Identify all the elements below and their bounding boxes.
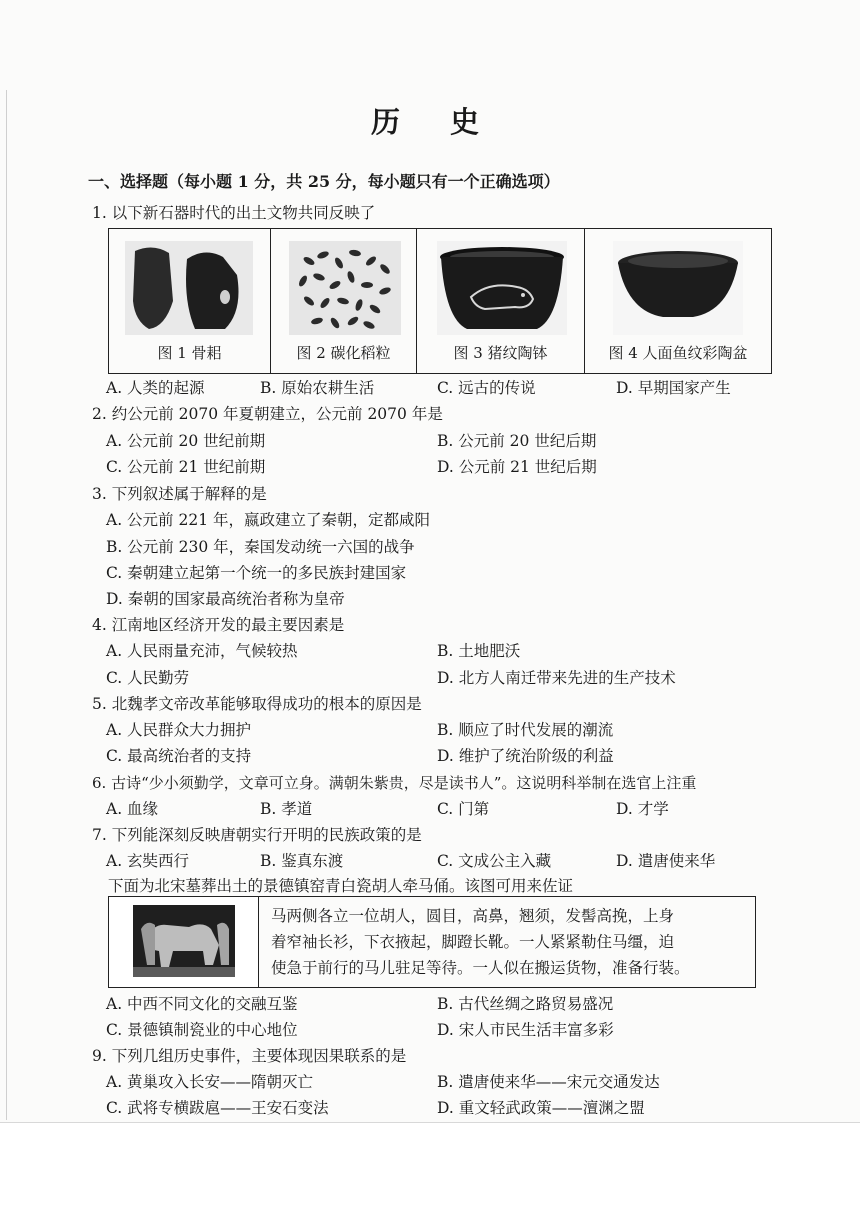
q6-option-c: C. 门第 bbox=[437, 800, 490, 818]
q1-option-d: D. 早期国家产生 bbox=[616, 379, 731, 397]
section-heading: 一、选择题（每小题 1 分，共 25 分，每小题只有一个正确选项） bbox=[88, 172, 560, 191]
q8-option-b: B. 古代丝绸之路贸易盛况 bbox=[437, 995, 614, 1013]
question-1-stem: 1. 以下新石器时代的出土文物共同反映了 bbox=[92, 204, 376, 222]
question-1-figure-table bbox=[108, 228, 772, 374]
q4-option-b: B. 土地肥沃 bbox=[437, 642, 521, 660]
scan-edge-line bbox=[6, 90, 7, 1120]
q9-option-a: A. 黄巢攻入长安——隋朝灭亡 bbox=[106, 1073, 314, 1091]
page-bottom-edge bbox=[0, 1122, 860, 1123]
q7-option-d: D. 遣唐使来华 bbox=[616, 852, 716, 870]
q6-option-a: A. 血缘 bbox=[106, 800, 159, 818]
question-4-stem: 4. 江南地区经济开发的最主要因素是 bbox=[92, 616, 345, 634]
q2-option-d: D. 公元前 21 世纪后期 bbox=[437, 458, 597, 476]
q5-option-b: B. 顺应了时代发展的潮流 bbox=[437, 721, 614, 739]
q1-option-b: B. 原始农耕生活 bbox=[260, 379, 375, 397]
fish-face-basin-image bbox=[613, 241, 743, 335]
q7-option-a: A. 玄奘西行 bbox=[106, 852, 190, 870]
q8-option-d: D. 宋人市民生活丰富多彩 bbox=[437, 1021, 614, 1039]
q9-option-b: B. 遣唐使来华——宋元交通发达 bbox=[437, 1073, 660, 1091]
q5-option-a: A. 人民群众大力拥护 bbox=[106, 721, 252, 739]
figure-image-frame bbox=[109, 897, 259, 987]
figure-text-line-3: 使急于前行的马儿驻足等待。一人似在搬运货物，准备行装。 bbox=[271, 959, 690, 977]
q7-option-b: B. 鉴真东渡 bbox=[260, 852, 344, 870]
q9-option-c: C. 武将专横跋扈——王安石变法 bbox=[106, 1099, 329, 1117]
carbonized-rice-image bbox=[289, 241, 401, 335]
figure-4-caption: 图 4 人面鱼纹彩陶盆 bbox=[608, 344, 748, 362]
q8-option-a: A. 中西不同文化的交融互鉴 bbox=[106, 995, 298, 1013]
bone-spade-image bbox=[125, 241, 253, 335]
q4-option-c: C. 人民勤劳 bbox=[106, 669, 190, 687]
q2-option-a: A. 公元前 20 世纪前期 bbox=[106, 432, 266, 450]
question-2-stem: 2. 约公元前 2070 年夏朝建立，公元前 2070 年是 bbox=[92, 405, 443, 423]
figure-1-caption: 图 1 骨耜 bbox=[157, 344, 222, 362]
figure-2-caption: 图 2 碳化稻粒 bbox=[296, 344, 391, 362]
q3-option-a: A. 公元前 221 年，嬴政建立了秦朝，定都咸阳 bbox=[106, 511, 430, 529]
figure-cell-4 bbox=[585, 229, 771, 373]
q1-option-a: A. 人类的起源 bbox=[106, 379, 205, 397]
q1-option-c: C. 远古的传说 bbox=[437, 379, 536, 397]
figure-cell-3 bbox=[417, 229, 585, 373]
page-title: 历 史 bbox=[370, 105, 500, 139]
pig-pattern-bowl-image bbox=[437, 241, 567, 335]
q4-option-d: D. 北方人南迁带来先进的生产技术 bbox=[437, 669, 676, 687]
q4-option-a: A. 人民雨量充沛，气候较热 bbox=[106, 642, 298, 660]
figure-description bbox=[271, 903, 749, 981]
question-8-stem: 下面为北宋墓葬出土的景德镇窑青白瓷胡人牵马俑。该图可用来佐证 bbox=[108, 877, 574, 895]
figure-text-line-2: 着窄袖长衫，下衣掖起，脚蹬长靴。一人紧紧勒住马缰，迫 bbox=[271, 933, 675, 951]
q3-option-c: C. 秦朝建立起第一个统一的多民族封建国家 bbox=[106, 564, 407, 582]
question-3-stem: 3. 下列叙述属于解释的是 bbox=[92, 485, 267, 503]
q6-option-d: D. 才学 bbox=[616, 800, 669, 818]
q6-option-b: B. 孝道 bbox=[260, 800, 313, 818]
q3-option-d: D. 秦朝的国家最高统治者称为皇帝 bbox=[106, 590, 345, 608]
q8-option-c: C. 景德镇制瓷业的中心地位 bbox=[106, 1021, 298, 1039]
question-6-stem: 6. 古诗“少小须勤学，文章可立身。满朝朱紫贵，尽是读书人”。这说明科举制在选官上注重 bbox=[92, 774, 697, 792]
figure-text-line-1: 马两侧各立一位胡人，圆目，高鼻，翘须，发髻高挽，上身 bbox=[271, 907, 675, 925]
q5-option-c: C. 最高统治者的支持 bbox=[106, 747, 252, 765]
q3-option-b: B. 公元前 230 年，秦国发动统一六国的战争 bbox=[106, 538, 415, 556]
question-8-figure-box bbox=[108, 896, 756, 988]
question-9-stem: 9. 下列几组历史事件，主要体现因果联系的是 bbox=[92, 1047, 407, 1065]
q2-option-b: B. 公元前 20 世纪后期 bbox=[437, 432, 597, 450]
figure-cell-1 bbox=[109, 229, 271, 373]
figure-3-caption: 图 3 猪纹陶钵 bbox=[453, 344, 548, 362]
porcelain-horse-figurine-image bbox=[133, 905, 235, 977]
q9-option-d: D. 重文轻武政策——澶渊之盟 bbox=[437, 1099, 645, 1117]
q5-option-d: D. 维护了统治阶级的利益 bbox=[437, 747, 614, 765]
question-7-stem: 7. 下列能深刻反映唐朝实行开明的民族政策的是 bbox=[92, 826, 422, 844]
q2-option-c: C. 公元前 21 世纪前期 bbox=[106, 458, 266, 476]
question-5-stem: 5. 北魏孝文帝改革能够取得成功的根本的原因是 bbox=[92, 695, 422, 713]
figure-cell-2 bbox=[271, 229, 417, 373]
q7-option-c: C. 文成公主入藏 bbox=[437, 852, 552, 870]
